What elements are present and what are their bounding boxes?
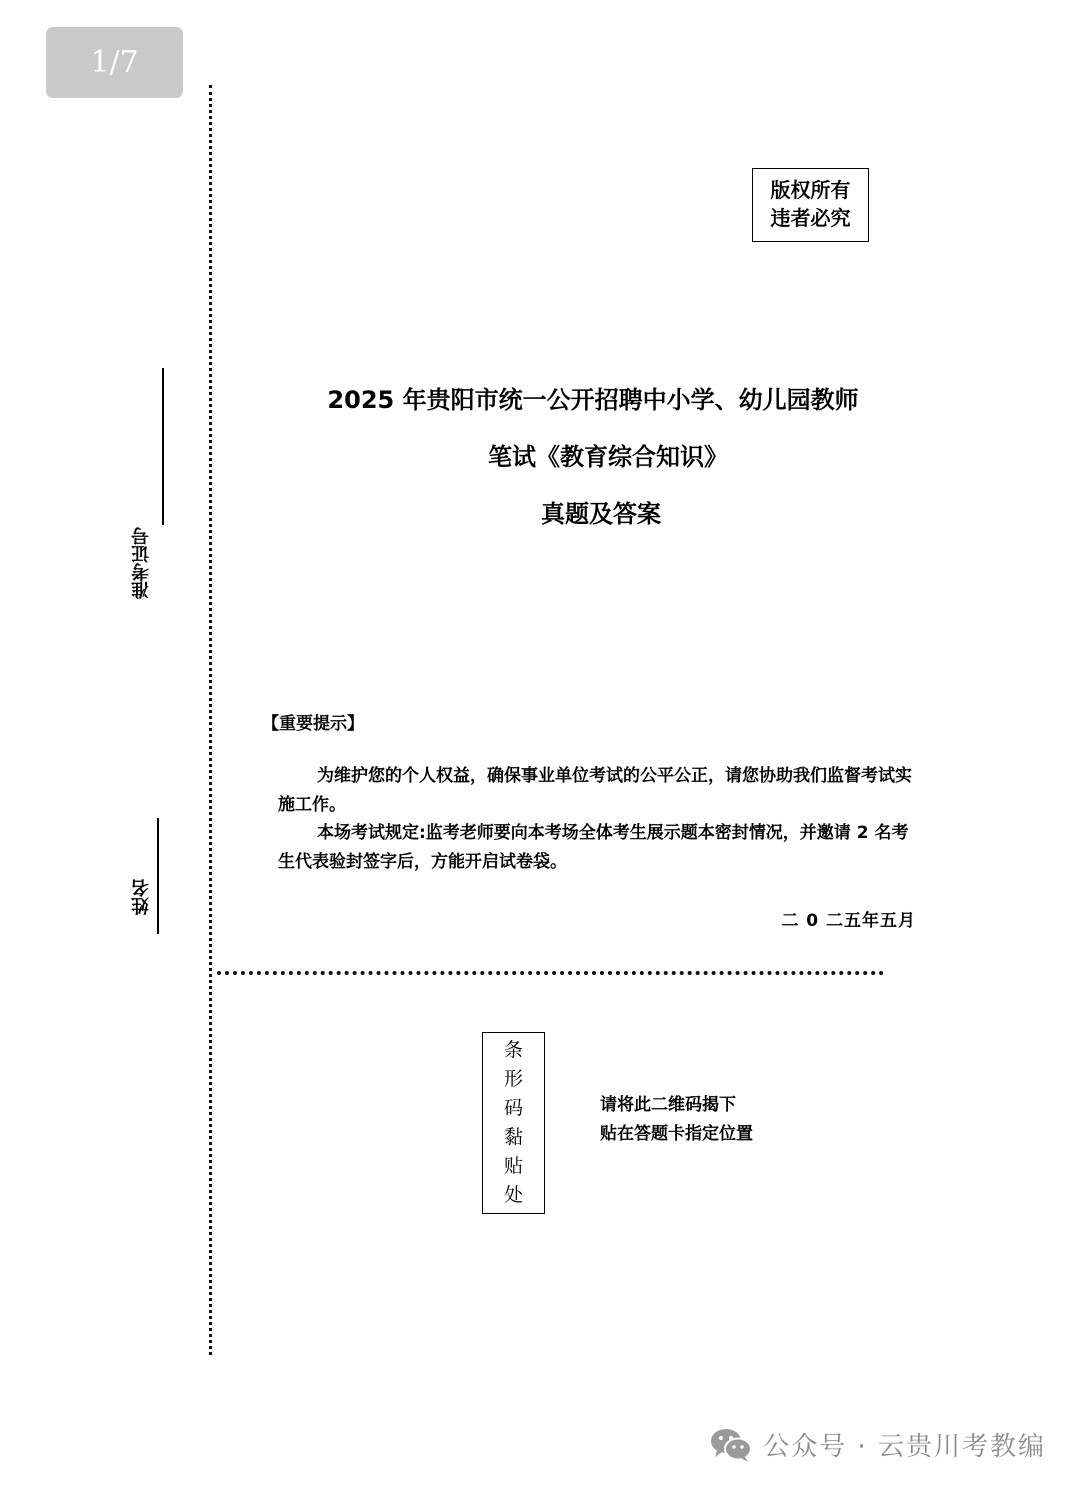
barcode-char: 处	[503, 1184, 523, 1206]
qr-note-line-1: 请将此二维码揭下	[600, 1095, 736, 1115]
exam-id-label: 准考证号	[131, 527, 152, 599]
qr-note-line-2: 贴在答题卡指定位置	[600, 1124, 753, 1144]
copyright-line-1: 版权所有	[770, 178, 851, 202]
qr-note	[600, 1091, 753, 1149]
binding-dotted-line-horizontal	[217, 971, 884, 975]
barcode-char: 码	[503, 1097, 523, 1119]
binding-dotted-line-vertical	[209, 85, 212, 1355]
title-line-1: 2025 年贵阳市统一公开招聘中小学、幼儿园教师	[327, 386, 859, 414]
barcode-area	[482, 1032, 545, 1214]
copyright-line-2: 违者必究	[770, 206, 851, 230]
watermark	[709, 1426, 1046, 1463]
barcode-char: 条	[503, 1039, 523, 1061]
barcode-char: 形	[503, 1068, 523, 1090]
watermark-text: 公众号 · 云贵川考教编	[763, 1432, 1046, 1462]
name-write-line	[157, 818, 159, 934]
notice-date: 二 0 二五年五月	[781, 911, 916, 931]
page-indicator: 1/7	[46, 27, 183, 98]
barcode-char: 黏	[503, 1126, 523, 1148]
wechat-icon	[709, 1427, 753, 1463]
notice-paragraph-2: 本场考试规定:监考老师要向本考场全体考生展示题本密封情况，并邀请 2 名考生代表验封签字后，方能开启试卷袋。	[278, 823, 909, 872]
copyright-box	[752, 168, 869, 242]
title-line-2: 笔试《教育综合知识》	[488, 443, 728, 471]
title-line-3: 真题及答案	[541, 500, 661, 528]
notice-heading: 【重要提示】	[262, 714, 364, 734]
barcode-char: 贴	[503, 1155, 523, 1177]
notice-paragraph-1: 为维护您的个人权益，确保事业单位考试的公平公正，请您协助我们监督考试实施工作。	[278, 766, 912, 815]
name-label: 姓名	[131, 879, 152, 915]
